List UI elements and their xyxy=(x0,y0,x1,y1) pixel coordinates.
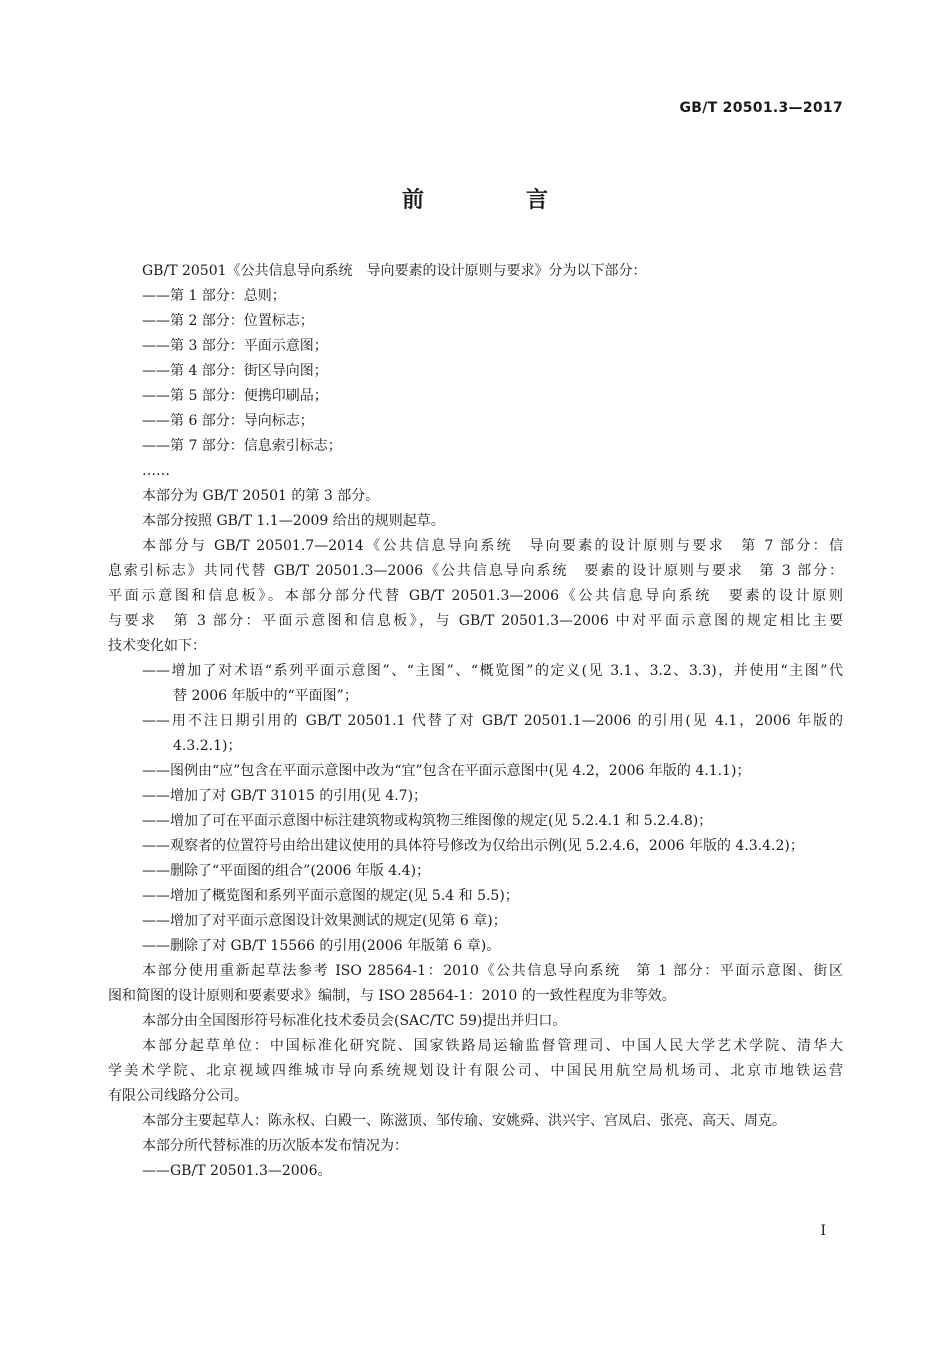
text-line: 平面示意图和信息板》。本部分部分代替 GB/T 20501.3—2006《公共信息导向系统 要素的设计原则 xyxy=(108,588,843,604)
text-line: GB/T 20501《公共信息导向系统 导向要素的设计原则与要求》分为以下部分： xyxy=(142,263,647,279)
text-line: 本部分使用重新起草法参考 ISO 28564-1：2010《公共信息导向系统 第 1 部分：平面示意图、街区 xyxy=(142,963,843,979)
foreword-body xyxy=(108,259,843,1184)
list-item: ——删除了对 GB/T 15566 的引用(2006 年版第 6 章)。 xyxy=(142,938,501,954)
list-item-continuation: 替 2006 年版中的“平面图”； xyxy=(173,688,358,704)
text-line: 息索引标志》共同代替 GB/T 20501.3—2006《公共信息导向系统 要素的设计原则与要求 第 3 部分： xyxy=(108,563,843,579)
text-line: 本部分所代替标准的历次版本发布情况为： xyxy=(142,1138,408,1154)
text-line: 本部分主要起草人：陈永权、白殿一、陈滋顶、邹传瑜、安姚舜、洪兴宇、宫凤启、张亮、高天、周克。 xyxy=(142,1113,786,1129)
list-item: ——第 2 部分：位置标志； xyxy=(142,313,314,329)
list-item: ——删除了“平面图的组合”(2006 年版 4.4)； xyxy=(142,863,431,879)
text-line: 学美术学院、北京视域四维城市导向系统规划设计有限公司、中国民用航空局机场司、北京市地铁运营 xyxy=(108,1063,843,1079)
ellipsis: …… xyxy=(142,463,170,479)
text-line: 本部分按照 GB/T 1.1—2009 给出的规则起草。 xyxy=(142,513,445,529)
list-item: ——第 7 部分：信息索引标志； xyxy=(142,438,342,454)
page-number: I xyxy=(820,1223,826,1239)
text-line: 本部分为 GB/T 20501 的第 3 部分。 xyxy=(142,488,380,504)
list-item: ——增加了对平面示意图设计效果测试的规定(见第 6 章)； xyxy=(142,913,507,929)
list-item: ——增加了概览图和系列平面示意图的规定(见 5.4 和 5.5)； xyxy=(142,888,519,904)
text-line: 图和简图的设计原则和要素要求》编制，与 ISO 28564-1：2010 的一致性程度为非等效。 xyxy=(108,988,676,1004)
text-line: 技术变化如下： xyxy=(108,638,206,654)
list-item: ——第 5 部分：便携印刷品； xyxy=(142,388,328,404)
list-item: ——图例由“应”包含在平面示意图中改为“宜”包含在平面示意图中(见 4.2，2006 年版的 4.1.1)； xyxy=(142,763,751,779)
list-item: ——用不注日期引用的 GB/T 20501.1 代替了对 GB/T 20501.1—2006 的引用(见 4.1，2006 年版的 xyxy=(142,713,843,729)
list-item: ——GB/T 20501.3—2006。 xyxy=(142,1163,332,1179)
list-item: ——第 3 部分：平面示意图； xyxy=(142,338,328,354)
text-line: 与要求 第 3 部分：平面示意图和信息板》，与 GB/T 20501.3—2006 中对平面示意图的规定相比主要 xyxy=(108,613,843,629)
text-line: 本部分与 GB/T 20501.7—2014《公共信息导向系统 导向要素的设计原则与要求 第 7 部分：信 xyxy=(142,538,843,554)
list-item: ——增加了对术语“系列平面示意图”、“主图”、“概览图”的定义(见 3.1、3.2、3.3)，并使用“主图”代 xyxy=(142,663,843,679)
text-line: 本部分起草单位：中国标准化研究院、国家铁路局运输监督管理司、中国人民大学艺术学院、清华大 xyxy=(142,1038,843,1054)
list-item: ——第 6 部分：导向标志； xyxy=(142,413,314,429)
list-item: ——第 1 部分：总则； xyxy=(142,288,286,304)
list-item: ——第 4 部分：街区导向图； xyxy=(142,363,328,379)
page-title: 前 言 xyxy=(401,188,588,213)
list-item: ——增加了对 GB/T 31015 的引用(见 4.7)； xyxy=(142,788,428,804)
standard-code: GB/T 20501.3—2017 xyxy=(679,100,843,116)
text-line: 本部分由全国图形符号标准化技术委员会(SAC/TC 59)提出并归口。 xyxy=(142,1013,567,1029)
list-item: ——观察者的位置符号由给出建议使用的具体符号修改为仅给出示例(见 5.2.4.6，2006 年版的 4.3.4.2)； xyxy=(142,838,804,854)
list-item-continuation: 4.3.2.1)； xyxy=(173,738,242,754)
text-line: 有限公司线路分公司。 xyxy=(108,1088,248,1104)
list-item: ——增加了可在平面示意图中标注建筑物或构筑物三维图像的规定(见 5.2.4.1 和 5.2.4.8)； xyxy=(142,813,713,829)
